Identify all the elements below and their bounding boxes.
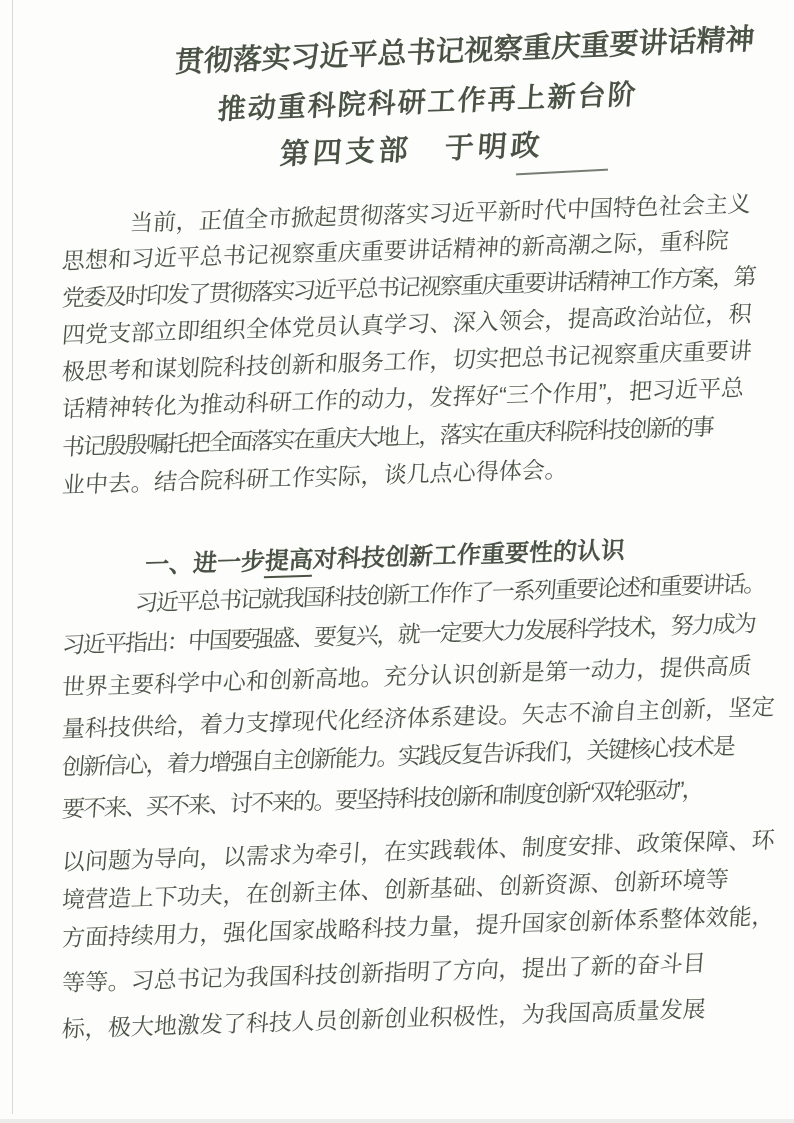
handwritten-line-p2-10: 等等。习总书记为我国科技创新指明了方向，提出了新的奋斗目 <box>61 949 707 997</box>
scan-crease-line <box>12 0 13 1114</box>
handwritten-line-p2-1: 习近平总书记就我国科技创新工作作了一系列重要论述和重要讲话。 <box>134 570 766 617</box>
byline-author: 第四支部 于明政 <box>278 129 545 172</box>
handwritten-line-p2-8: 境营造上下功夫，在创新主体、创新基础、创新资源、创新环境等 <box>61 866 730 914</box>
section-heading-1-underlined: 提高 <box>264 547 314 579</box>
handwritten-line-p1-8: 业中去。结合院科研工作实际，谈几点心得体会。 <box>61 456 569 499</box>
handwritten-line-p1-2: 思想和习近平总书记视察重庆重要讲话精神的新高潮之际，重科院 <box>61 227 730 275</box>
handwritten-line-p1-1: 当前，正值全市掀起贯彻落实习近平新时代中国特色社会主义 <box>129 190 752 237</box>
handwritten-line-p2-4: 量科技供给，着力支撑现代化经济体系建设。矢志不渝自主创新，坚定 <box>61 693 776 743</box>
handwritten-line-p2-5: 创新信心，着力增强自主创新能力。实践反复告诉我们，关键核心技术是 <box>61 732 735 781</box>
handwritten-line-p2-6: 要不来、买不来、讨不来的。要坚持科技创新和制度创新“双轮驱动”， <box>61 775 705 823</box>
handwritten-line-p1-4: 四党支部立即组织全体党员认真学习、深入领会，提高政治站位，积 <box>61 300 753 349</box>
section-heading-1-post: 对科技创新工作重要性的认识 <box>312 536 626 574</box>
handwritten-line-p1-6: 话精神转化为推动科研工作的动力，发挥好“三个作用”，把习近平总 <box>61 374 746 423</box>
handwritten-line-p1-3: 党委及时印发了贯彻落实习近平总书记视察重庆重要讲话精神工作方案，第 <box>61 263 756 312</box>
handwritten-line-p1-5: 极思考和谋划院科技创新和服务工作，切实把总书记视察重庆重要讲 <box>61 337 753 386</box>
scan-bottom-edge <box>0 1119 794 1123</box>
handwritten-line-p2-3: 世界主要科学中心和创新高地。充分认识创新是第一动力，提供高质 <box>61 652 753 701</box>
handwritten-line-p2-7: 以问题为导向，以需求为牵引，在实践载体、制度安排、政策保障、环 <box>61 826 776 876</box>
handwritten-line-p2-9: 方面持续用力，强化国家战略科技力量，提升国家创新体系整体效能， <box>61 902 776 952</box>
handwritten-line-p2-11: 标，极大地激发了科技人员创新创业积极性，为我国高质量发展 <box>61 995 707 1043</box>
section-heading-1-pre: 一、进一步 <box>144 548 267 580</box>
handwritten-line-p1-7: 书记殷殷嘱托把全面落实在重庆大地上，落实在重庆科院科技创新的事 <box>61 413 714 461</box>
document-title-line-2: 推动重科院科研工作再上新台阶 <box>216 78 639 126</box>
handwritten-line-p2-2: 习近平指出：中国要强盛、要复兴，就一定要大力发展科学技术，努力成为 <box>61 610 756 659</box>
document-title-line-1: 贯彻落实习近平总书记视察重庆重要讲话精神 <box>173 23 756 80</box>
byline-flourish-stroke <box>516 169 608 176</box>
